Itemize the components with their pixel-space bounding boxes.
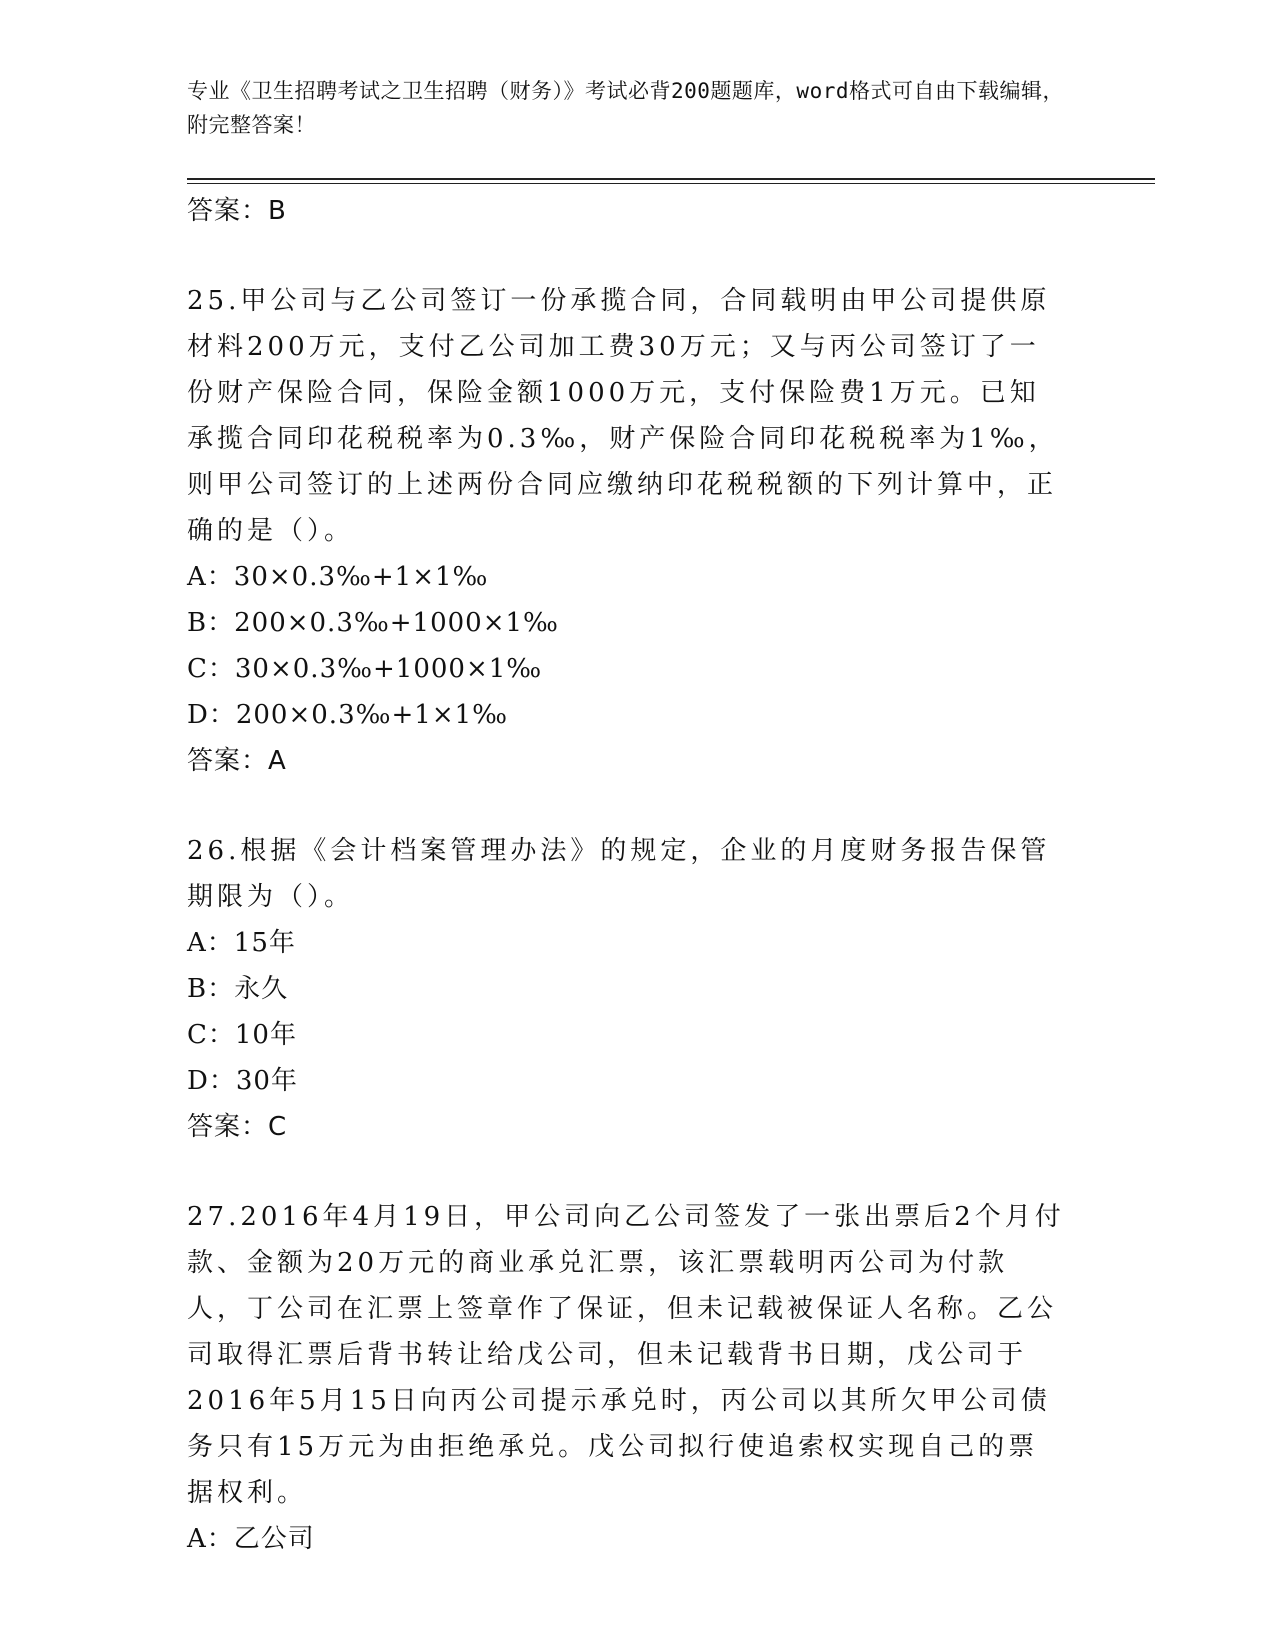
question-number: 27. — [187, 1202, 241, 1232]
option-c: C：10年 — [187, 1020, 297, 1050]
option-a: A：15年 — [187, 928, 296, 958]
option-a: A：30×0.3‰+1×1‰ — [187, 562, 489, 592]
document-header — [187, 74, 1067, 142]
question-text: 2016年4月19日，甲公司向乙公司签发了一张出票后2个月付款、金额为20万元的商业承兑汇票，该汇票载明丙公司为付款人，丁公司在汇票上签章作了保证，但未记载被保证人名称。乙公司取得汇票后背书转让给戊公司，但未记载背书日期，戊公司于2016年5月15日向丙公司提示承兑时，丙公司以其所欠甲公司债务只有15万元为由拒绝承兑。戊公司拟行使追索权实现自己的票据权利。 — [187, 1202, 1065, 1508]
spacer — [187, 234, 1067, 278]
answer-25: 答案：A — [187, 746, 287, 776]
option-c: C：30×0.3‰+1000×1‰ — [187, 654, 543, 684]
question-number: 26. — [187, 836, 241, 866]
question-number: 25. — [187, 286, 241, 316]
answer-26: 答案：C — [187, 1112, 288, 1142]
option-d: D：200×0.3‰+1×1‰ — [187, 700, 509, 730]
header-title: 专业《卫生招聘考试之卫生招聘（财务）》考试必背200题题库，word格式可自由下载编辑，附完整答案！ — [187, 79, 1064, 137]
header-divider-thick — [187, 178, 1155, 180]
option-b: B：永久 — [187, 974, 289, 1004]
question-26 — [187, 828, 1067, 920]
spacer — [187, 784, 1067, 828]
option-a: A：乙公司 — [187, 1524, 315, 1554]
answer-24: 答案：B — [187, 196, 287, 226]
document-body — [187, 188, 1067, 1562]
question-text: 根据《会计档案管理办法》的规定，企业的月度财务报告保管期限为（）。 — [187, 836, 1051, 912]
option-b: B：200×0.3‰+1000×1‰ — [187, 608, 559, 638]
question-text: 甲公司与乙公司签订一份承揽合同，合同载明由甲公司提供原材料200万元，支付乙公司加工费30万元；又与丙公司签订了一份财产保险合同，保险金额1000万元，支付保险费1万元。已知承揽合同印花税税率为0.3‰，财产保险合同印花税税率为1‰，则甲公司签订的上述两份合同应缴纳印花税税额的下列计算中，正确的是（）。 — [187, 286, 1059, 546]
option-d: D：30年 — [187, 1066, 298, 1096]
header-divider-thin — [187, 183, 1155, 184]
question-25 — [187, 278, 1067, 554]
question-27 — [187, 1194, 1067, 1516]
spacer — [187, 1150, 1067, 1194]
